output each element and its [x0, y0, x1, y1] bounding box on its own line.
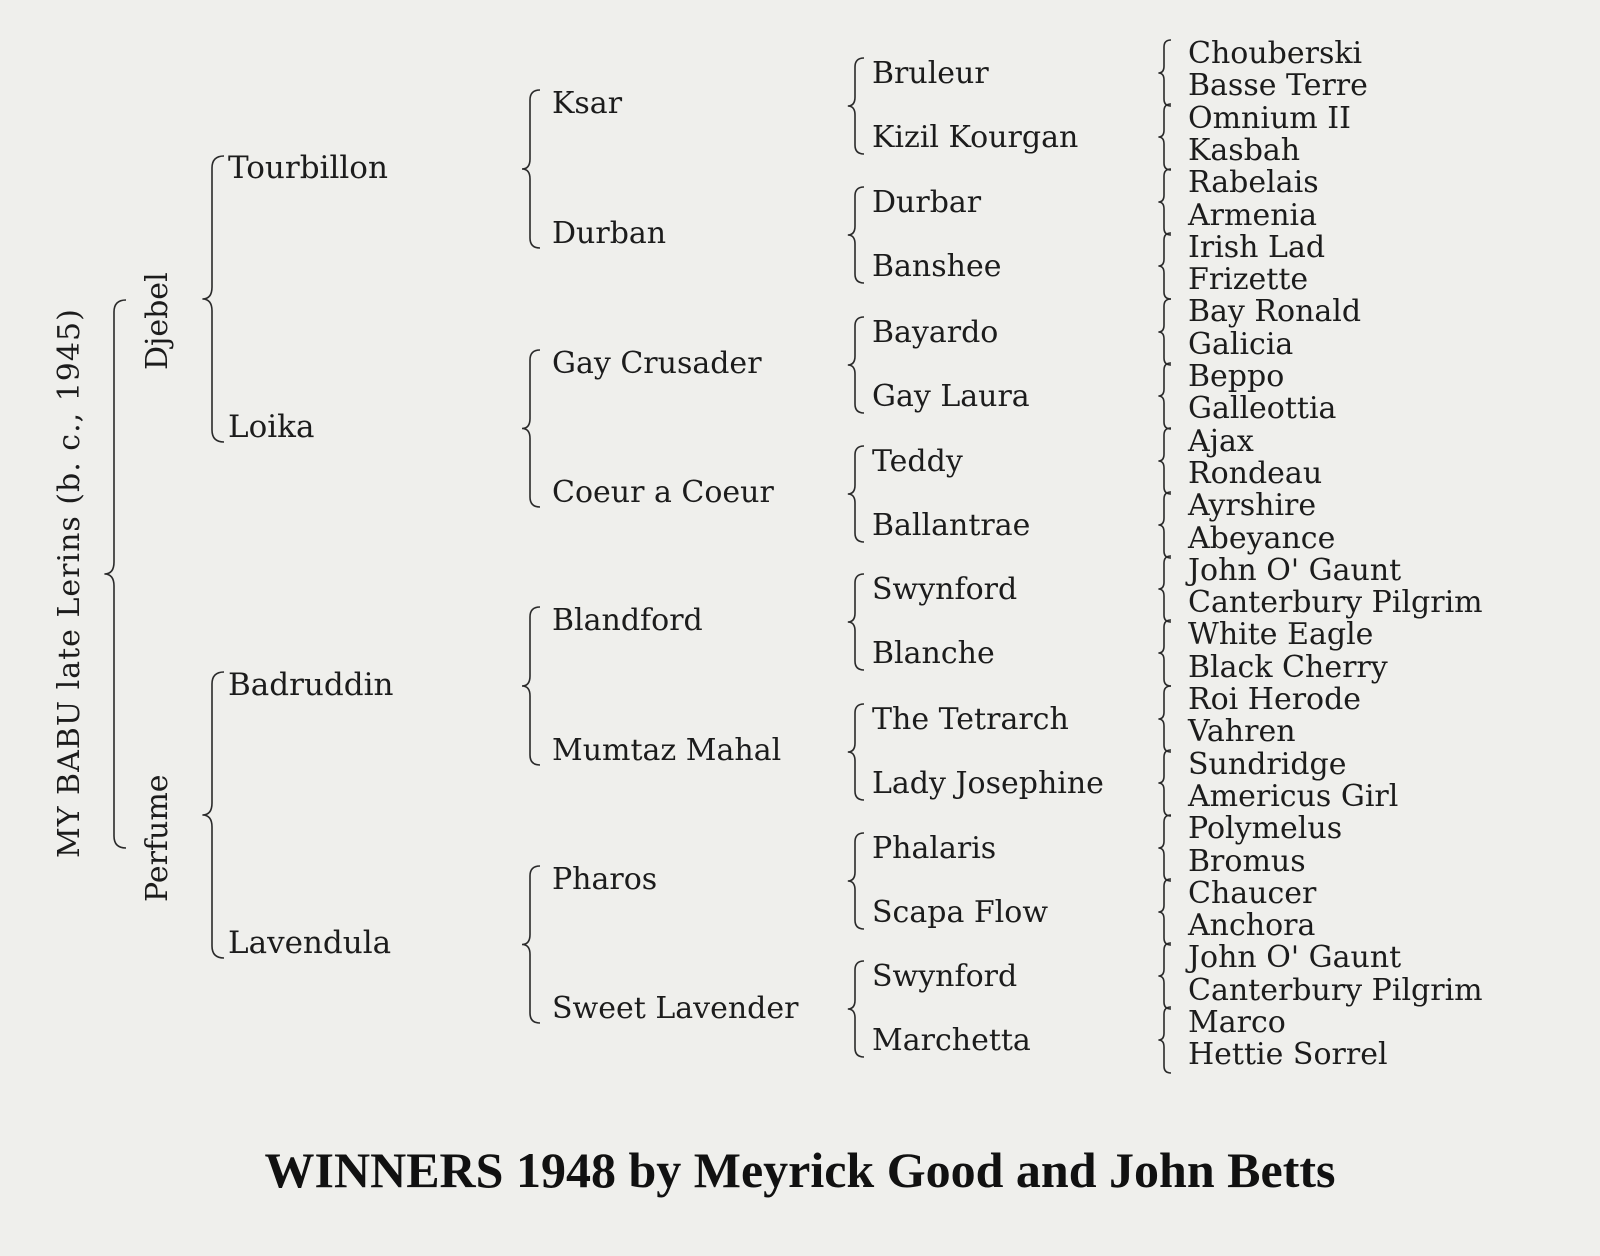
sire-name: Djebel — [140, 272, 175, 370]
great-grandparent-bracket — [848, 58, 864, 154]
g4-grandparent-name: Chaucer — [1188, 875, 1317, 911]
dam-name: Perfume — [140, 774, 175, 902]
g4-grandparent-name: Americus Girl — [1188, 778, 1399, 814]
g3-grandparent-name: Scapa Flow — [872, 895, 1049, 930]
g4-grandparent-name: Frizette — [1188, 262, 1309, 298]
g4-grandparent-name: Roi Herode — [1188, 682, 1362, 717]
g4-grandparent-name: Omnium II — [1188, 100, 1351, 136]
grandparent-name: Loika — [228, 409, 315, 445]
subject-bracket — [104, 300, 126, 848]
g4-grandparent-name: John O' Gaunt — [1188, 552, 1402, 588]
great-grandparent-name: Ksar — [552, 86, 623, 121]
great-grandparent-bracket — [848, 574, 864, 670]
dam-bracket — [202, 672, 224, 958]
g4-grandparent-name: Canterbury Pilgrim — [1188, 585, 1483, 621]
sire-bracket — [202, 156, 224, 442]
grandparent-name: Tourbillon — [228, 150, 388, 186]
g3-grandparent-name: Phalaris — [872, 831, 997, 866]
great-grandparent-bracket — [848, 961, 864, 1057]
great-grandparent-bracket — [848, 446, 864, 542]
g3-grandparent-name: Kizil Kourgan — [872, 120, 1079, 155]
g3-grandparent-bracket — [1158, 428, 1171, 494]
g3-grandparent-bracket — [1158, 686, 1171, 752]
g4-grandparent-name: Hettie Sorrel — [1188, 1037, 1388, 1073]
g3-grandparent-bracket — [1158, 750, 1171, 816]
g4-grandparent-name: Ajax — [1188, 423, 1254, 459]
g3-grandparent-name: Bruleur — [872, 56, 989, 91]
grandparent-bracket — [522, 350, 540, 507]
g4-grandparent-name: Vahren — [1188, 714, 1296, 750]
g4-grandparent-name: John O' Gaunt — [1188, 940, 1402, 976]
g4-grandparent-name: Polymelus — [1188, 811, 1343, 847]
g4-grandparent-name: Bromus — [1188, 843, 1306, 879]
grandparent-bracket — [522, 607, 540, 765]
g3-grandparent-bracket — [1158, 815, 1171, 881]
g3-grandparent-name: Blanche — [872, 636, 995, 671]
g4-grandparent-name: Black Cherry — [1188, 649, 1388, 685]
g3-grandparent-name: Swynford — [872, 959, 1018, 994]
g4-grandparent-name: Canterbury Pilgrim — [1188, 972, 1483, 1008]
g4-grandparent-name: Basse Terre — [1188, 68, 1368, 104]
grandparent-bracket — [522, 90, 540, 248]
g4-grandparent-name: Beppo — [1188, 359, 1285, 394]
great-grandparent-bracket — [848, 187, 864, 283]
g3-grandparent-bracket — [1158, 299, 1171, 365]
g3-grandparent-name: Gay Laura — [872, 379, 1030, 414]
great-grandparent-name: Pharos — [552, 862, 658, 897]
g4-grandparent-name: Marco — [1188, 1005, 1286, 1040]
g3-grandparent-name: Bayardo — [872, 315, 999, 350]
g4-grandparent-name: Rondeau — [1188, 455, 1323, 491]
g3-grandparent-name: The Tetrarch — [872, 702, 1069, 737]
grandparent-bracket — [522, 866, 540, 1023]
g3-grandparent-name: Banshee — [872, 249, 1002, 284]
great-grandparent-name: Coeur a Coeur — [552, 475, 774, 510]
g4-grandparent-name: Galleottia — [1188, 391, 1337, 427]
g3-grandparent-bracket — [1158, 104, 1171, 170]
subject-horse-label: MY BABU late Lerins (b. c., 1945) — [52, 308, 87, 858]
great-grandparent-bracket — [848, 704, 864, 800]
g3-grandparent-bracket — [1158, 233, 1171, 299]
great-grandparent-bracket — [848, 833, 864, 929]
great-grandparent-name: Durban — [552, 216, 667, 251]
grandparent-name: Badruddin — [228, 667, 394, 703]
g4-grandparent-name: White Eagle — [1188, 617, 1374, 653]
great-grandparent-name: Gay Crusader — [552, 346, 762, 381]
great-grandparent-name: Blandford — [552, 603, 703, 638]
g3-grandparent-bracket — [1158, 556, 1171, 622]
g4-grandparent-name: Bay Ronald — [1188, 294, 1362, 330]
g4-grandparent-name: Sundridge — [1188, 746, 1347, 782]
g3-grandparent-bracket — [1158, 40, 1171, 106]
g4-grandparent-name: Irish Lad — [1188, 229, 1326, 265]
g3-grandparent-bracket — [1158, 620, 1171, 686]
great-grandparent-name: Sweet Lavender — [552, 991, 799, 1026]
g3-grandparent-name: Swynford — [872, 572, 1018, 607]
g3-grandparent-name: Lady Josephine — [872, 766, 1104, 801]
g3-grandparent-bracket — [1158, 169, 1171, 235]
g4-grandparent-name: Galicia — [1188, 326, 1294, 362]
g3-grandparent-name: Teddy — [872, 444, 963, 479]
g3-grandparent-name: Ballantrae — [872, 508, 1031, 543]
g3-grandparent-bracket — [1158, 1007, 1171, 1073]
g4-grandparent-name: Ayrshire — [1188, 488, 1317, 524]
g3-grandparent-bracket — [1158, 492, 1171, 558]
g3-grandparent-bracket — [1158, 363, 1171, 429]
great-grandparent-name: Mumtaz Mahal — [552, 733, 782, 768]
grandparent-name: Lavendula — [228, 925, 392, 961]
book-caption: WINNERS 1948 by Meyrick Good and John Betts — [264, 1142, 1336, 1198]
g4-grandparent-name: Kasbah — [1188, 132, 1301, 168]
g3-grandparent-bracket — [1158, 943, 1171, 1009]
g3-grandparent-bracket — [1158, 879, 1171, 945]
g4-grandparent-name: Anchora — [1188, 908, 1316, 944]
great-grandparent-bracket — [848, 317, 864, 413]
g4-grandparent-name: Abeyance — [1188, 520, 1336, 556]
g4-grandparent-name: Armenia — [1188, 197, 1318, 233]
g3-grandparent-name: Durbar — [872, 185, 982, 220]
g4-grandparent-name: Chouberski — [1188, 36, 1363, 71]
g3-grandparent-name: Marchetta — [872, 1023, 1031, 1058]
g4-grandparent-name: Rabelais — [1188, 165, 1319, 201]
